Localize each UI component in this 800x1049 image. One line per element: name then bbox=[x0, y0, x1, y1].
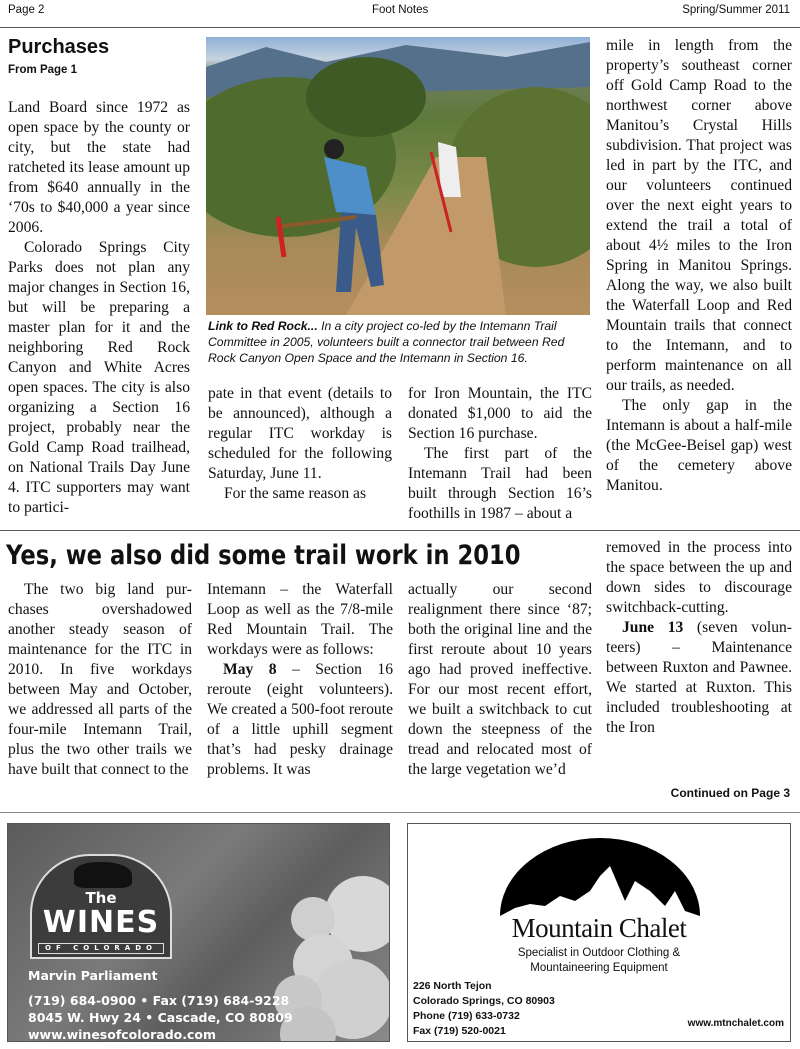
wines-of-colorado-ad[interactable] bbox=[7, 823, 390, 1042]
date-lead: May 8 bbox=[223, 661, 277, 678]
paragraph: The first part of the Intemann Trail had been built through Section 16’s foothills in 1987 – about a bbox=[408, 445, 592, 522]
mountain-logo-icon bbox=[500, 836, 700, 918]
article-title: Purchases bbox=[8, 36, 110, 58]
website-link[interactable]: www.winesofcolorado.com bbox=[28, 1027, 217, 1042]
paragraph: Colorado Springs City Parks does not plan any major changes in Section 16, but will be preparing a master plan for it and the neighboring Red Rock Canyon and White Acres open spaces. The city is also organizing a Section 16 project, probably near the Gold Camp Road trailhead, on National Trails Day June 4. ITC supporters may want to partici- bbox=[8, 239, 190, 516]
mountain-chalet-ad[interactable] bbox=[407, 823, 791, 1042]
logo-text: The bbox=[85, 889, 117, 907]
paragraph bbox=[606, 618, 792, 738]
date-lead: June 13 bbox=[622, 619, 684, 636]
bison-icon bbox=[74, 862, 132, 888]
caption-lead: Link to Red Rock... bbox=[208, 319, 318, 333]
header-rule bbox=[0, 27, 800, 28]
paragraph: mile in length from the property’s southeast corner off Gold Camp Road to the northwest corner above Manitou’s Crystal Hills subdivision. That project was led in part by the ITC, and our volunteers continued over the next eight years to extend the trail a total of about 4½ miles to the Iron Spring in Manitou Springs. Along the way, we also built the Waterfall Loop and Red Mountain trails that connect to the Intemann, and to perform maintenance on all our trails, as needed. bbox=[606, 37, 792, 394]
website-link[interactable]: www.mtnchalet.com bbox=[687, 1018, 784, 1029]
section-rule bbox=[0, 530, 800, 531]
address-line: 226 North Tejon bbox=[413, 980, 492, 992]
phone: (719) 684-0900 • Fax (719) 684-9228 bbox=[28, 993, 290, 1008]
paragraph: For the same reason as bbox=[224, 485, 367, 502]
article1-col3 bbox=[408, 384, 592, 524]
paragraph: actually our second realignment there since ‘87; both the original line and the first reroute about 10 years ago had proved ineffective. For our most recent effort, we built a switchback to cut down the steepness of the tread and relocated most of the large vegetation we’d bbox=[408, 581, 592, 778]
continued-link[interactable]: Continued on Page 3 bbox=[670, 786, 790, 800]
contact-name: Marvin Parliament bbox=[28, 968, 158, 983]
caption-text: In a city project co-led by the Intemann Trail Committee in 2005, volunteers built a connector trail between Red Rock Canyon Open Space and the Intemann in Section 16. bbox=[208, 319, 565, 365]
ad-rule bbox=[0, 812, 800, 813]
logo-text: WINES bbox=[42, 905, 160, 940]
issue-date: Spring/Summer 2011 bbox=[682, 4, 790, 16]
paragraph: Land Board since 1972 as open space by the county or city, but the state had ratcheted its lease amount up from $640 annually in the ‘70s to $40,000 a year since 2006. bbox=[8, 99, 190, 236]
paragraph-text: – Section 16 reroute (eight volunteers). We created a 500-foot reroute of a little uphill segment that’s had pesky drainage problems. It was bbox=[207, 661, 393, 778]
article2-col4 bbox=[606, 538, 792, 738]
contact-info bbox=[28, 992, 293, 1042]
article1-col4 bbox=[606, 36, 792, 496]
photo-caption bbox=[208, 318, 592, 366]
article-headline: Yes, we also did some trail work in 2010 bbox=[6, 540, 521, 571]
article1-col2 bbox=[208, 384, 392, 504]
store-address bbox=[413, 979, 555, 1039]
paragraph: for Iron Mountain, the ITC donated $1,000 to aid the Section 16 purchase. bbox=[408, 385, 592, 442]
article2-col3 bbox=[408, 580, 592, 780]
paragraph: Intemann – the Waterfall Loop as well as the 7/8-mile Red Mountain Trail. The workdays were as follows: bbox=[207, 581, 393, 658]
address-line: Colorado Springs, CO 80903 bbox=[413, 995, 555, 1007]
logo-text: OF COLORADO bbox=[38, 943, 164, 954]
paragraph bbox=[207, 660, 393, 780]
fax: Fax (719) 520-0021 bbox=[413, 1025, 506, 1037]
tagline-line: Mountaineering Equipment bbox=[530, 962, 668, 974]
address: 8045 W. Hwy 24 • Cascade, CO 80809 bbox=[28, 1010, 293, 1025]
paragraph: removed in the process into the space between the up and down sides to discourage switchback-cutting. bbox=[606, 539, 792, 616]
article1-col1 bbox=[8, 98, 190, 518]
tagline bbox=[408, 946, 790, 976]
page-number: Page 2 bbox=[8, 4, 45, 16]
newsletter-title: Foot Notes bbox=[372, 4, 429, 16]
tagline-line: Specialist in Outdoor Clothing & bbox=[517, 947, 681, 959]
trail-work-photo bbox=[206, 37, 590, 315]
continued-from: From Page 1 bbox=[8, 64, 78, 76]
paragraph: The only gap in the Intemann is about a half-mile (the McGee-Beisel gap) west of the cemetery above Manitou. bbox=[606, 397, 792, 494]
wines-logo bbox=[30, 854, 172, 959]
photo-illustration bbox=[206, 37, 590, 315]
article2-col1 bbox=[8, 580, 192, 780]
brand-name: Mountain Chalet bbox=[511, 913, 687, 943]
paragraph-text: (seven volunteers) – Maintenance between Ruxton and Pawnee. We started at Ruxton. This included troubleshooting at the Iron bbox=[606, 619, 792, 736]
paragraph: The two big land purchases overshadowed another steady season of maintenance for the ITC in 2010. In five workdays between May and October, we addressed all parts of the four-mile Intemann Trail, plus the two other trails we have built that connect to the bbox=[8, 581, 192, 778]
phone: Phone (719) 633-0732 bbox=[413, 1010, 520, 1022]
article2-col2 bbox=[207, 580, 393, 780]
paragraph: pate in that event (details to be announced), although a regular ITC workday is scheduled for the following Saturday, June 11. bbox=[208, 385, 392, 482]
